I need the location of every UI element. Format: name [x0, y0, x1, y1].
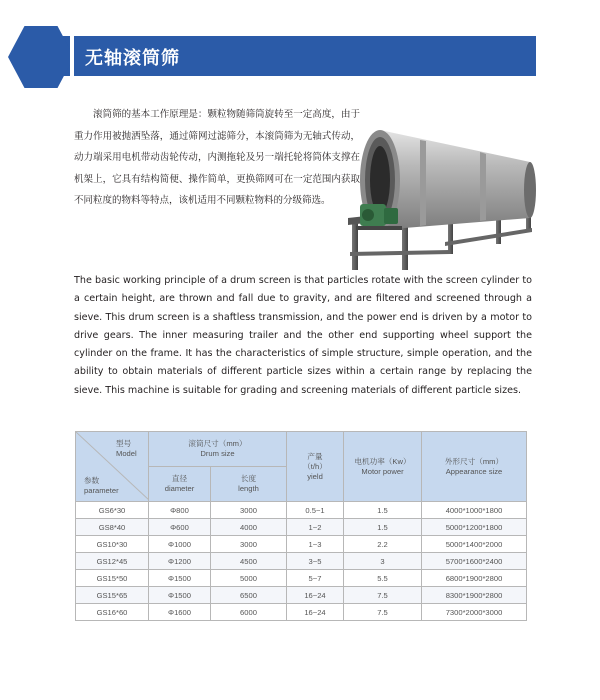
cell-power: 7.5	[344, 604, 422, 621]
cell-model: GS15*65	[76, 587, 149, 604]
cell-size: 7300*2000*3000	[422, 604, 527, 621]
header-model-zh: 型号	[116, 439, 132, 448]
cell-diameter: Φ1000	[149, 536, 211, 553]
description-zh: 滚筒筛的基本工作原理是：颗粒物随筛筒旋转至一定高度，由于重力作用被抛洒坠落，通过筛网过滤筛分，本滚筒筛为无轴式传动，动力端采用电机带动齿轮传动，内测拖轮及另一端托轮将筒体支撑在机架上，它具有结构简便、操作简单，更换筛网可在一定范围内获取不同粒度的物料等特点，该机适用不同颗粒物料的分级筛选。	[74, 109, 360, 206]
table-row	[76, 519, 527, 536]
cell-length: 5000	[211, 570, 287, 587]
cell-diameter: Φ1500	[149, 570, 211, 587]
cell-length: 4500	[211, 553, 287, 570]
header-drum-size-zh: 滚筒尺寸（mm）	[188, 439, 247, 448]
cell-yield: 5~7	[287, 570, 344, 587]
header-length-en: length	[238, 484, 259, 493]
cell-size: 4000*1000*1800	[422, 502, 527, 519]
cell-model: GS16*60	[76, 604, 149, 621]
header-motor-zh: 电机功率（Kw）	[354, 456, 411, 466]
cell-model: GS15*50	[76, 570, 149, 587]
cell-yield: 0.5~1	[287, 502, 344, 519]
cell-power: 1.5	[344, 519, 422, 536]
hexagon-badge	[8, 24, 74, 90]
description-en: The basic working principle of a drum screen is that particles rotate with the screen cylinder to a certain height, are thrown and fall due to gravity, and are filtered and screened through a sieve. This drum screen is a shaftless transmission, and the power end is driven by a motor to drive gears. The inner measuring trailer and the other end supporting wheel support the cylinder on the frame. It has the characteristics of simple structure, simple operation, and the ability to obtain materials of different particle sizes within a certain range by replacing the sieve. This machine is suitable for grading and screening materials of different particle sizes.	[74, 275, 532, 396]
cell-diameter: Φ1500	[149, 587, 211, 604]
header-appearance-en: Appearance size	[445, 466, 503, 476]
header-drum-size-en: Drum size	[200, 449, 235, 458]
table-row	[76, 587, 527, 604]
cell-yield: 16~24	[287, 604, 344, 621]
table-row	[76, 536, 527, 553]
cell-length: 3000	[211, 536, 287, 553]
header-appearance-zh: 外形尺寸（mm）	[444, 456, 504, 466]
header-param-zh: 参数	[84, 476, 100, 485]
header-model-en: Model	[116, 449, 137, 458]
header-yield	[287, 432, 344, 502]
cell-size: 5000*1200*1800	[422, 519, 527, 536]
cell-yield: 1~3	[287, 536, 344, 553]
cell-length: 6500	[211, 587, 287, 604]
header-yield-zh: 产量	[307, 451, 323, 461]
drum-screen-machine-image	[340, 100, 540, 280]
cell-length: 3000	[211, 502, 287, 519]
header-drum-size	[149, 432, 287, 467]
cell-size: 6800*1900*2800	[422, 570, 527, 587]
cell-power: 7.5	[344, 587, 422, 604]
cell-size: 8300*1900*2800	[422, 587, 527, 604]
cell-power: 3	[344, 553, 422, 570]
cell-diameter: Φ1600	[149, 604, 211, 621]
cell-model: GS12*45	[76, 553, 149, 570]
header-motor-power	[344, 432, 422, 502]
cell-diameter: Φ800	[149, 502, 211, 519]
table-row	[76, 502, 527, 519]
page-title: 无轴滚筒筛	[85, 48, 180, 69]
header-param-en: parameter	[84, 486, 119, 495]
specification-table	[75, 431, 527, 621]
header-diameter-zh: 直径	[171, 474, 188, 483]
cell-power: 1.5	[344, 502, 422, 519]
cell-model: GS8*40	[76, 519, 149, 536]
cell-diameter: Φ600	[149, 519, 211, 536]
header-diameter	[149, 467, 211, 502]
table-row	[76, 570, 527, 587]
cell-yield: 16~24	[287, 587, 344, 604]
header-yield-unit: （t/h）	[303, 461, 327, 471]
header-appearance-size	[422, 432, 527, 502]
cell-size: 5700*1600*2400	[422, 553, 527, 570]
cell-yield: 1~2	[287, 519, 344, 536]
hexagon-separator	[70, 36, 74, 76]
header-length-zh: 长度	[240, 474, 257, 483]
cell-length: 4000	[211, 519, 287, 536]
table-row	[76, 553, 527, 570]
cell-yield: 3~5	[287, 553, 344, 570]
cell-power: 5.5	[344, 570, 422, 587]
cell-size: 5000*1400*2000	[422, 536, 527, 553]
cell-model: GS6*30	[76, 502, 149, 519]
table-row	[76, 604, 527, 621]
cell-length: 6000	[211, 604, 287, 621]
cell-model: GS10*30	[76, 536, 149, 553]
header-motor-en: Motor power	[361, 466, 404, 476]
header-length	[211, 467, 287, 502]
cell-diameter: Φ1200	[149, 553, 211, 570]
cell-power: 2.2	[344, 536, 422, 553]
header-diameter-en: diameter	[164, 484, 195, 493]
header-yield-en: yield	[307, 471, 323, 481]
table-header-corner	[76, 432, 149, 502]
